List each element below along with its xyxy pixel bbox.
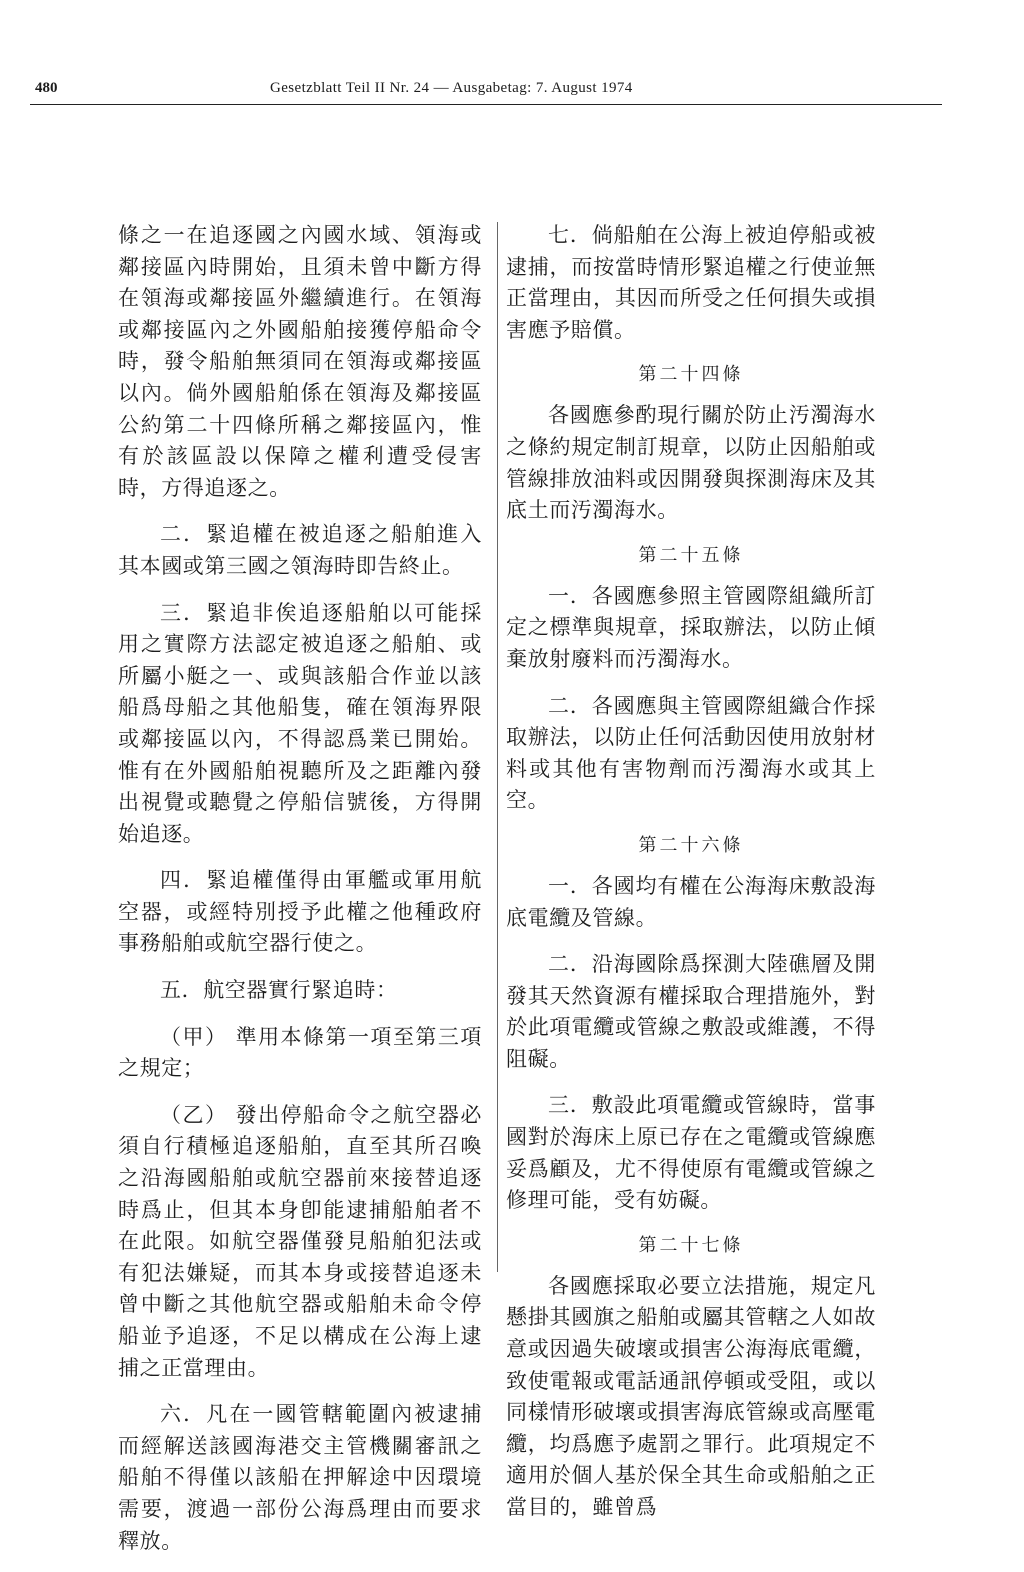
paragraph-article-25-2: 二．各國應與主管國際組織合作採取辦法，以防止任何活動因使用放射材料或其他有害物劑而汚濁海水或其上空。 [506, 693, 876, 813]
article-25-title: 第二十五條 [638, 544, 744, 566]
paragraph-clause-2: 二．緊追權在被追逐之船舶進入其本國或第三國之領海時即告終止。 [118, 522, 482, 578]
running-header: Gesetzblatt Teil II Nr. 24 — Ausgabetag: 7. August 1974 [270, 80, 633, 96]
paragraph-clause-6: 六．凡在一國管轄範圍內被逮捕而經解送該國海港交主管機關審訊之船舶不得僅以該船在押解途中因環境需要，渡過一部份公海爲理由而要求釋放。 [118, 1402, 482, 1553]
paragraph-clause-4: 四．緊追權僅得由軍艦或軍用航空器，或經特別授予此權之他種政府事務船舶或航空器行使之。 [118, 868, 482, 956]
paragraph-article-26-1: 一．各國均有權在公海海床敷設海底電纜及管線。 [506, 873, 876, 930]
article-26-title: 第二十六條 [638, 834, 744, 856]
paragraph-article-23-cont: 條之一在追逐國之內國水域、領海或鄰接區內時開始，且須未曾中斷方得在領海或鄰接區外繼續進行。在領海或鄰接區內之外國船舶接獲停船命令時，發令船舶無須同在領海或鄰接區以內。倘外國船舶係在領海及鄰接區公約第二十四條所稱之鄰接區內，惟有於該區設以保障之權利遭受侵害時，方得追逐之。 [118, 223, 482, 500]
paragraph-article-25-1: 一．各國應參照主管國際組織所訂定之標準與規章，採取辦法，以防止傾棄放射廢料而汚濁海水。 [506, 583, 876, 671]
header-rule [30, 104, 942, 105]
article-24-title: 第二十四條 [638, 364, 744, 386]
paragraph-clause-5a: （甲） 準用本條第一項至第三項之規定； [118, 1024, 482, 1081]
paragraph-article-27: 各國應採取必要立法措施，規定凡懸掛其國旗之船舶或屬其管轄之人如故意或因過失破壞或損害公海海底電纜，致使電報或電話通訊停頓或受阻，或以同樣情形破壞或損害海底管線或高壓電纜，均爲應予處罰之罪行。此項規定不適用於個人基於保全其生命或船舶之正當目的，雖曾爲 [506, 1273, 876, 1519]
paragraph-article-26-3: 三．敷設此項電纜或管線時，當事國對於海床上原已存在之電纜或管線應妥爲顧及，尤不得使原有電纜或管線之修理可能，受有妨礙。 [506, 1093, 876, 1213]
page-number: 480 [35, 80, 58, 96]
article-27-title: 第二十七條 [638, 1234, 744, 1256]
paragraph-clause-7: 七．倘船舶在公海上被迫停船或被逮捕，而按當時情形緊追權之行使並無正當理由，其因而所受之任何損失或損害應予賠償。 [506, 223, 876, 342]
paragraph-article-26-2: 二．沿海國除爲探測大陸礁層及開發其天然資源有權採取合理措施外，對於此項電纜或管線之敷設或維護，不得阻礙。 [506, 952, 876, 1071]
paragraph-clause-3: 三．緊追非俟追逐船舶以可能採用之實際方法認定被追逐之船舶、或所屬小艇之一、或與該船合作並以該船爲母船之其他船隻，確在領海界限或鄰接區以內，不得認爲業已開始。惟有在外國船舶視聽所及之距離內發出視覺或聽覺之停船信號後，方得開始追逐。 [118, 600, 482, 846]
paragraph-clause-5b: （乙） 發出停船命令之航空器必須自行積極追逐船舶，直至其所召喚之沿海國船舶或航空器前來接替追逐時爲止，但其本身卽能逮捕船舶者不在此限。如航空器僅發見船舶犯法或有犯法嫌疑，而其本身或接替追逐未曾中斷之其他航空器或船舶未命令停船並予追逐，不足以構成在公海上逮捕之正當理由。 [118, 1102, 482, 1380]
left-column [118, 220, 482, 1572]
paragraph-clause-5: 五．航空器實行緊追時： [160, 978, 398, 1003]
right-column [506, 220, 876, 1539]
paragraph-article-24: 各國應參酌現行關於防止汚濁海水之條約規定制訂規章，以防止因船舶或管線排放油料或因開發與探測海床及其底土而汚濁海水。 [506, 403, 876, 523]
column-divider [497, 222, 498, 1272]
